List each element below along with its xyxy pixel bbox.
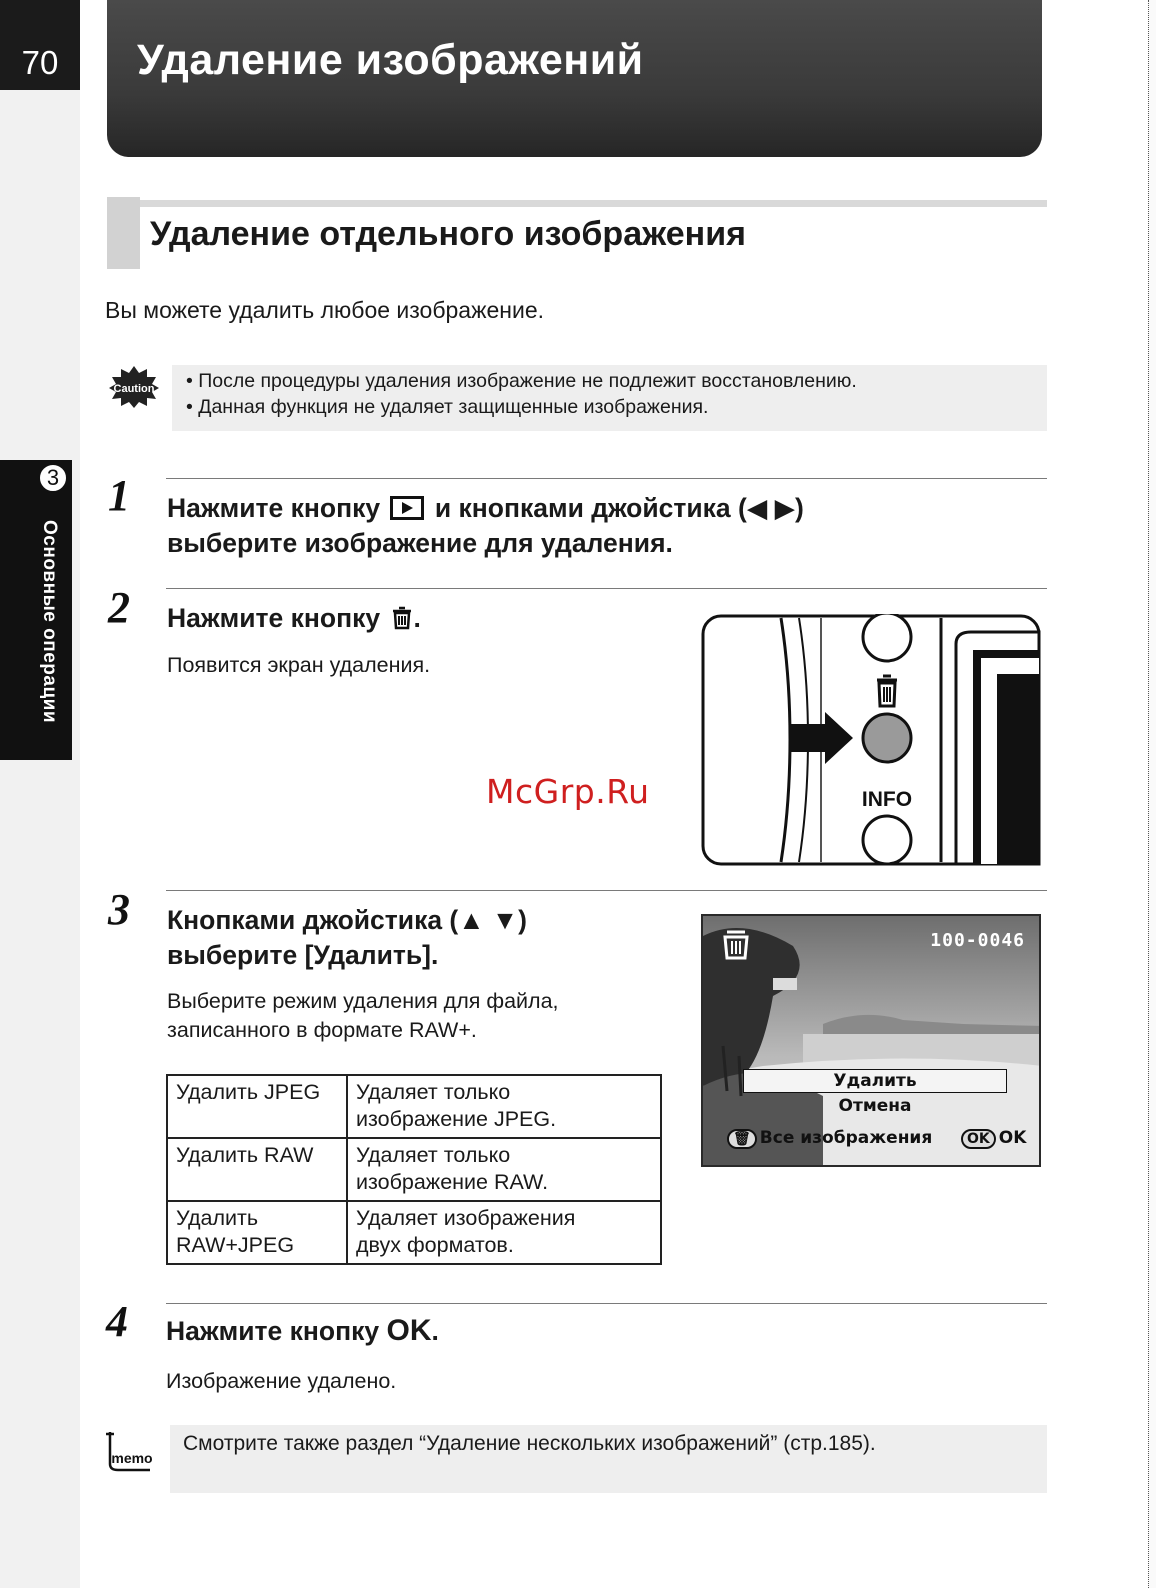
caution-icon [108,365,160,409]
page-number: 70 [21,44,59,81]
chapter-number: 3 [38,463,68,493]
step-number: 3 [108,885,130,934]
step-heading-text: . [431,1316,439,1346]
step-heading [167,903,527,973]
ok-hint [961,1128,1026,1149]
step-heading-text: выберите [Удалить]. [167,940,439,970]
delete-all-hint [727,1128,932,1149]
step-heading [167,601,421,636]
cell-line: Удаляет изображения [356,1206,576,1230]
step-body-line: записанного в формате RAW+. [167,1018,477,1042]
step-heading [167,491,804,561]
cell-line: RAW+JPEG [176,1233,295,1257]
memo-text: Смотрите также раздел “Удаление нескольких изображений” (стр.185). [183,1432,876,1455]
step-divider [166,478,1047,479]
menu-item-delete[interactable]: Удалить [743,1069,1007,1093]
caution-item: • После процедуры удаления изображение не подлежит восстановлению. [186,370,857,392]
step-number: 4 [106,1297,128,1346]
trash-icon [391,606,413,630]
cell-line: изображение RAW. [356,1170,549,1194]
right-page-edge [1148,0,1156,1588]
chapter-title: Основные операции [39,520,60,724]
step-heading-text: Нажмите кнопку [166,1316,380,1346]
table-cell-option: Удалить RAW [167,1138,347,1201]
step-heading-text: выберите изображение для удаления. [167,528,673,558]
play-button-icon [390,496,424,520]
step-heading-text: . [413,603,421,633]
step-divider [166,890,1047,891]
step-divider [166,588,1047,589]
caution-icon-label: Caution [113,383,155,395]
info-button-label: INFO [861,788,913,811]
intro-text: Вы можете удалить любое изображение. [105,297,545,323]
table-cell-description [347,1075,661,1138]
table-cell-description [347,1201,661,1264]
trash-button-icon: 🗑 [727,1129,757,1149]
table-row [167,1138,661,1201]
table-cell-option [167,1201,347,1264]
caution-item: • Данная функция не удаляет защищенные изображения. [186,396,709,418]
page-title: Удаление изображений [137,36,644,84]
table-cell-option: Удалить JPEG [167,1075,347,1138]
step-number: 1 [108,471,130,520]
step-number: 2 [108,583,130,632]
table-row [167,1201,661,1264]
cell-line: Удаляет только [356,1143,511,1167]
section-title: Удаление отдельного изображения [150,215,746,253]
step-heading-text: Нажмите кнопку [167,493,381,523]
section-rule [140,200,1047,207]
delete-all-label: Все изображения [759,1128,933,1148]
step-body [167,987,559,1045]
table-row [167,1075,661,1138]
cell-line: Удалить [176,1206,259,1230]
cell-line: двух форматов. [356,1233,514,1257]
step-heading-text: Нажмите кнопку [167,603,381,633]
ok-label: OK [998,1128,1027,1148]
delete-mode-icon [719,928,753,962]
step-body-line: Выберите режим удаления для файла, [167,989,559,1013]
watermark: McGrp.Ru [486,772,650,811]
cell-line: Удаляет только [356,1080,511,1104]
step-heading-text: Кнопками джойстика (▲ ▼) [167,905,527,935]
camera-back-illustration [701,614,1041,866]
table-cell-description [347,1138,661,1201]
ok-button-icon: OK [961,1129,996,1149]
menu-item-cancel[interactable]: Отмена [838,1096,912,1116]
step-heading-text: и кнопками джойстика (◀ ▶) [434,493,804,523]
step-body: Изображение удалено. [166,1369,397,1393]
memo-icon [104,1428,154,1474]
camera-delete-screen [701,914,1041,1167]
section-bar [107,197,140,269]
step-heading [166,1313,439,1349]
cell-line: изображение JPEG. [356,1107,557,1131]
ok-text: OK [386,1314,432,1347]
step-body: Появится экран удаления. [167,653,431,677]
step-divider [166,1303,1047,1304]
delete-options-table [166,1074,662,1265]
file-number: 100-0046 [930,930,1025,951]
memo-icon-label: memo [111,1450,153,1466]
chapter-label [38,520,68,770]
left-margin-strip [0,0,80,1588]
